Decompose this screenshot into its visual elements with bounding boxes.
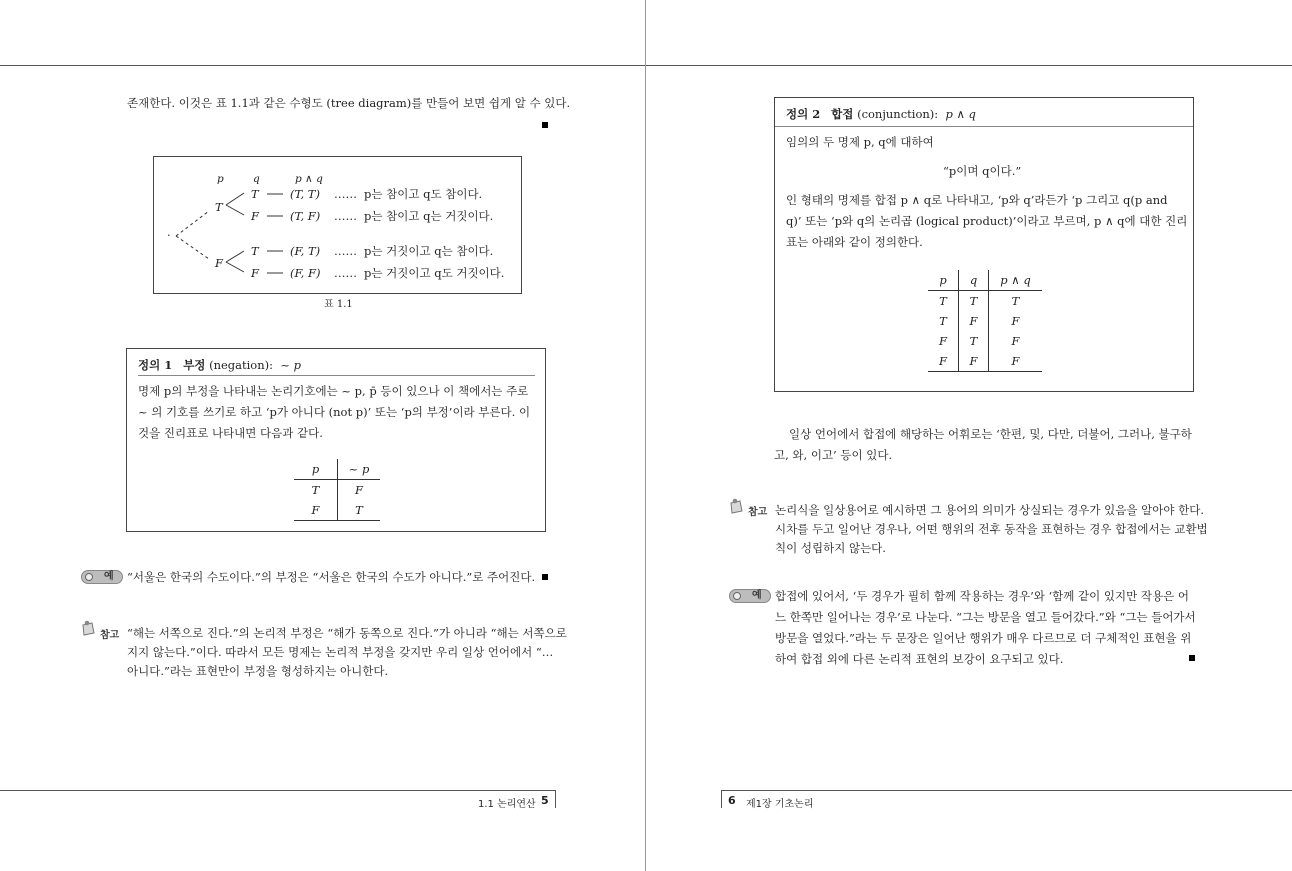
header-cell: p ∧ q [1000,273,1031,287]
note-pin-icon [80,620,96,636]
definition-2-box [774,97,1194,392]
definition-2-line: q)’ 또는 ‘p와 q의 논리곱 (logical product)’이라고 부르며, p ∧ q에 대한 진리 [786,214,1188,228]
cell: T [294,480,338,501]
cell: F [928,331,959,351]
cell: F [959,351,989,372]
tree-leaf: T [251,244,259,258]
cell: F [355,483,363,497]
right-footer-section: 제1장 기초논리 [746,799,814,810]
header-cell: q [959,270,989,291]
left-footer-tick [555,790,556,808]
cell: T [1011,294,1020,308]
definition-2-rule [775,126,1193,127]
cell: T [355,503,363,517]
conjunction-truth-table [928,270,1042,372]
definition-2-quote: “p이며 q이다.” [943,164,1022,178]
header-cell: p [294,459,338,480]
header-cell: ~ p [348,462,370,476]
right-footer-rule [721,790,1292,791]
definition-1-rule [138,375,535,376]
example-line: 방문을 열었다.”라는 두 문장은 일어난 행위가 매우 다르므로 더 구체적인 표현을 위 [775,631,1192,645]
tree-dots: …… [334,244,357,258]
tree-desc: p는 거짓이고 q는 참이다. [364,244,494,258]
right-footer-tick [721,790,722,808]
note-line: 논리식을 일상용어로 예시하면 그 용어의 의미가 상실되는 경우가 있음을 알아야 한다. [775,503,1205,517]
note-line: 칙이 성립하지 않는다. [775,541,886,555]
definition-2-line: 임의의 두 명제 p, q에 대하여 [786,135,934,149]
tree-header-p: p [217,173,224,185]
right-header-rule [646,65,1292,66]
tree-leaf: F [251,209,259,223]
definition-1-line: 것을 진리표로 나타내면 다음과 같다. [138,426,323,440]
cell: F [1011,354,1020,368]
example-badge: 예 [81,570,123,584]
tree-pair: (T, F) [290,209,321,223]
cell: T [928,311,959,331]
tree-pair: (F, T) [290,244,321,258]
left-footer-rule [0,790,556,791]
negation-truth-table [294,459,380,521]
tree-dots: …… [334,266,357,280]
example-text: “서울은 한국의 수도이다.”의 부정은 “서울은 한국의 수도가 아니다.”로 주어진다. [127,570,536,584]
tree-dots: …… [334,187,357,201]
cell: F [294,500,338,521]
tree-leaf: T [251,187,259,201]
example-line: 합접에 있어서, ‘두 경우가 필히 함께 작용하는 경우’와 ‘함께 같이 있지만 작용은 어 [775,589,1189,603]
right-page-number: 6 [728,794,736,807]
note-badge: 참고 [100,630,120,641]
page-gutter [645,0,646,871]
intro-line: 존재한다. 이것은 표 1.1과 같은 수형도 (tree diagram)를 만들어 보면 쉽게 알 수 있다. [127,96,571,110]
definition-2-line: 인 형태의 명제를 합접 p ∧ q로 나타내고, ‘p와 q’라든가 ‘p 그리고 q(p and [786,193,1168,207]
note-pin-icon [728,498,744,514]
end-mark [542,122,548,128]
cell: F [1011,314,1020,328]
cell: F [1011,334,1020,348]
body-line: 일상 언어에서 합접에 해당하는 어휘로는 ‘한편, 및, 다만, 더불어, 그러나, 불구하 [789,427,1192,441]
left-page-number: 5 [541,794,549,807]
tree-leaf: F [251,266,259,280]
note-badge: 참고 [748,507,768,518]
definition-1-heading: 정의 1 부정 (negation): ~ p [138,358,301,372]
tree-header-pq: p ∧ q [295,173,323,185]
header-cell: p [928,270,959,291]
tree-branch-T: T [215,200,223,214]
cell: T [959,331,989,351]
cell: T [959,291,989,312]
example-bullet-icon [733,592,741,600]
definition-2-heading: 정의 2 합접 (conjunction): p ∧ q [786,107,976,121]
tree-desc: p는 참이고 q도 참이다. [364,187,483,201]
note-line: 지지 않는다.”이다. 따라서 모든 명제는 논리적 부정을 갖지만 우리 일상 언어에서 “… [127,645,554,659]
tree-desc: p는 거짓이고 q도 거짓이다. [364,266,505,280]
tree-dots: …… [334,209,357,223]
tree-diagram [153,156,522,294]
left-header-rule [0,65,645,66]
end-mark [542,574,548,580]
cell: T [928,291,959,312]
end-mark [1189,655,1195,661]
tree-root: · [167,228,171,242]
definition-2-line: 표는 아래와 같이 정의한다. [786,235,923,249]
body-line: 고, 와, 이고’ 등이 있다. [774,448,893,462]
definition-1-line: ~ 의 기호를 쓰기로 하고 ‘p가 아니다 (not p)’ 또는 ‘p의 부정’이라 부른다. 이 [138,405,531,419]
left-footer-section: 1.1 논리연산 [478,799,536,810]
table-caption: 표 1.1 [324,299,353,310]
example-line: 느 한쪽만 일어나는 경우’로 나눈다. “그는 방문을 열고 들어갔다.”와 “그는 들어가서 [775,610,1196,624]
note-line: 시차를 두고 일어난 경우나, 어떤 행위의 전후 동작을 표현하는 경우 합접에서는 교환법 [775,522,1208,536]
tree-header-q: q [253,173,260,185]
example-bullet-icon [85,573,93,581]
example-badge: 예 [729,589,771,603]
tree-pair: (F, F) [290,266,321,280]
tree-pair: (T, T) [290,187,320,201]
definition-1-box [126,348,546,532]
definition-1-line: 명제 p의 부정을 나타내는 논리기호에는 ~ p, p̄ 등이 있으나 이 책에서는 주로 [138,384,529,398]
cell: F [959,311,989,331]
tree-desc: p는 참이고 q는 거짓이다. [364,209,494,223]
cell: F [928,351,959,372]
example-line: 하여 합접 외에 다른 논리적 표현의 보강이 요구되고 있다. [775,652,1064,666]
note-line: 아니다.”라는 표현만이 부정을 형성하지는 아니한다. [127,664,389,678]
tree-branch-F: F [215,256,223,270]
note-line: “해는 서쪽으로 진다.”의 논리적 부정은 “해가 동쪽으로 진다.”가 아니라 “해는 서쪽으로 [127,626,567,640]
